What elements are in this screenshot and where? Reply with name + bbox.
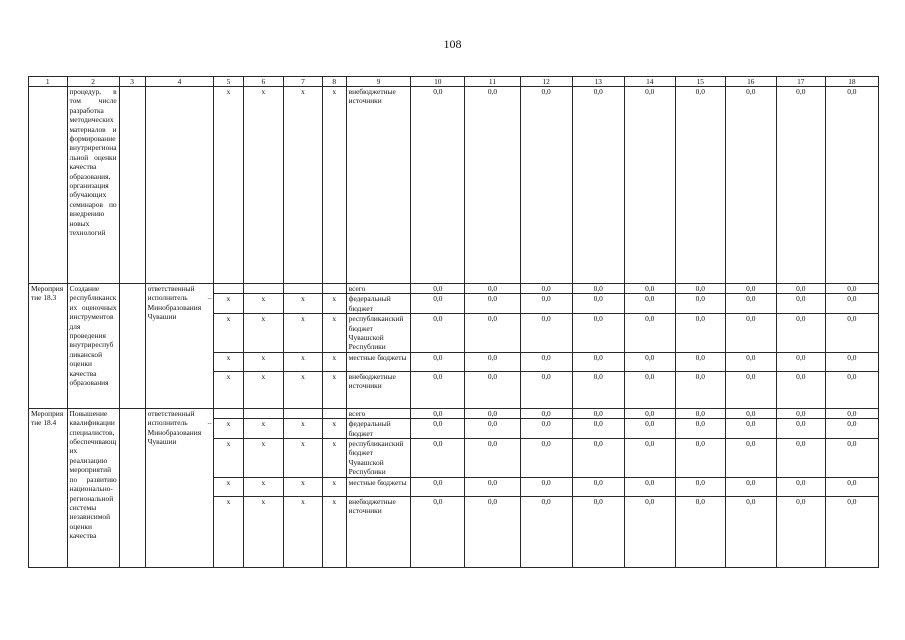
header-cell: 1	[29, 77, 68, 87]
value-cell: 0,0	[572, 496, 624, 567]
funding-source: федеральный бюджет	[346, 294, 411, 314]
value-cell: 0,0	[624, 439, 675, 478]
value-cell: 0,0	[572, 294, 624, 314]
empty-cell	[119, 408, 145, 567]
value-cell: 0,0	[725, 477, 776, 496]
x-mark-cell: х	[214, 314, 243, 353]
x-mark-cell: х	[284, 477, 323, 496]
x-mark-cell: х	[214, 352, 243, 371]
funding-source: всего	[346, 284, 411, 294]
header-cell: 11	[465, 77, 520, 87]
value-cell: 0,0	[572, 284, 624, 294]
measure-text: Повышение квалификации специалистов, обеспечивающих реализацию мероприятий по развитию национально-региональной системы независимой оценки качества	[67, 408, 119, 567]
value-cell: 0,0	[411, 371, 465, 408]
funding-source: внебюджетные источники	[346, 371, 411, 408]
x-mark-cell: х	[243, 314, 284, 353]
header-cell: 9	[346, 77, 411, 87]
value-cell: 0,0	[465, 352, 520, 371]
measure-label-cell	[29, 87, 68, 284]
responsible-executor: ответственный исполнитель – Минобразования Чувашии	[145, 408, 214, 567]
value-cell: 0,0	[520, 419, 572, 439]
value-cell: 0,0	[520, 87, 572, 284]
value-cell: 0,0	[465, 284, 520, 294]
value-cell: 0,0	[725, 439, 776, 478]
table-row	[29, 408, 879, 418]
value-cell: 0,0	[675, 496, 725, 567]
value-cell: 0,0	[825, 496, 878, 567]
x-mark-cell: х	[284, 439, 323, 478]
funding-source: всего	[346, 408, 411, 418]
value-cell: 0,0	[725, 352, 776, 371]
value-cell: 0,0	[465, 408, 520, 418]
value-cell: 0,0	[675, 439, 725, 478]
value-cell: 0,0	[411, 294, 465, 314]
x-mark-cell: х	[243, 294, 284, 314]
responsible-executor: ответственный исполнитель – Минобразования Чувашии	[145, 284, 214, 409]
value-cell: 0,0	[465, 496, 520, 567]
value-cell: 0,0	[776, 439, 825, 478]
value-cell: 0,0	[465, 87, 520, 284]
x-mark-cell: х	[284, 294, 323, 314]
value-cell: 0,0	[776, 496, 825, 567]
x-mark-cell: х	[322, 419, 346, 439]
value-cell: 0,0	[776, 419, 825, 439]
header-cell: 18	[825, 77, 878, 87]
measure-label: Мероприятие 18.3	[29, 284, 68, 409]
value-cell: 0,0	[725, 496, 776, 567]
value-cell: 0,0	[725, 284, 776, 294]
value-cell: 0,0	[520, 314, 572, 353]
value-cell: 0,0	[465, 419, 520, 439]
value-cell: 0,0	[776, 371, 825, 408]
value-cell: 0,0	[825, 371, 878, 408]
value-cell: 0,0	[520, 439, 572, 478]
value-cell: 0,0	[675, 87, 725, 284]
value-cell: 0,0	[825, 408, 878, 418]
x-mark-cell: х	[214, 439, 243, 478]
table-row	[29, 87, 879, 284]
x-mark-cell	[322, 408, 346, 418]
value-cell: 0,0	[520, 477, 572, 496]
x-mark-cell: х	[322, 496, 346, 567]
x-mark-cell: х	[214, 294, 243, 314]
measure-label: Мероприятие 18.4	[29, 408, 68, 567]
value-cell: 0,0	[465, 477, 520, 496]
measure-text: Создание республиканских оценочных инструментов для проведения внутриреспубликанской оценки качества образования	[67, 284, 119, 409]
x-mark-cell	[214, 284, 243, 294]
x-mark-cell: х	[214, 371, 243, 408]
x-mark-cell	[243, 408, 284, 418]
value-cell: 0,0	[572, 371, 624, 408]
value-cell: 0,0	[725, 419, 776, 439]
x-mark-cell: х	[214, 419, 243, 439]
empty-cell	[119, 87, 145, 284]
header-cell: 16	[725, 77, 776, 87]
value-cell: 0,0	[675, 284, 725, 294]
value-cell: 0,0	[725, 408, 776, 418]
value-cell: 0,0	[411, 352, 465, 371]
funding-source: республиканский бюджет Чувашской Республики	[346, 439, 411, 478]
value-cell: 0,0	[411, 284, 465, 294]
page-number: 108	[443, 37, 462, 51]
value-cell: 0,0	[520, 352, 572, 371]
value-cell: 0,0	[572, 419, 624, 439]
value-cell: 0,0	[776, 294, 825, 314]
value-cell: 0,0	[411, 408, 465, 418]
value-cell: 0,0	[825, 477, 878, 496]
value-cell: 0,0	[624, 371, 675, 408]
value-cell: 0,0	[465, 294, 520, 314]
header-cell: 2	[67, 77, 119, 87]
empty-cell	[119, 284, 145, 409]
value-cell: 0,0	[520, 371, 572, 408]
value-cell: 0,0	[624, 408, 675, 418]
value-cell: 0,0	[776, 477, 825, 496]
value-cell: 0,0	[825, 314, 878, 353]
value-cell: 0,0	[725, 294, 776, 314]
value-cell: 0,0	[520, 284, 572, 294]
x-mark-cell: х	[322, 439, 346, 478]
value-cell: 0,0	[572, 352, 624, 371]
value-cell: 0,0	[465, 371, 520, 408]
funding-source: внебюджетные источники	[346, 496, 411, 567]
x-mark-cell: х	[214, 87, 243, 284]
x-mark-cell	[284, 408, 323, 418]
value-cell: 0,0	[624, 477, 675, 496]
header-cell: 17	[776, 77, 825, 87]
x-mark-cell: х	[322, 294, 346, 314]
header-cell: 12	[520, 77, 572, 87]
value-cell: 0,0	[624, 284, 675, 294]
header-row	[29, 77, 879, 87]
value-cell: 0,0	[776, 408, 825, 418]
x-mark-cell: х	[214, 496, 243, 567]
empty-cell	[145, 87, 214, 284]
header-cell: 7	[284, 77, 323, 87]
table-row	[29, 284, 879, 294]
header-cell: 3	[119, 77, 145, 87]
value-cell: 0,0	[825, 87, 878, 284]
header-cell: 5	[214, 77, 243, 87]
x-mark-cell: х	[284, 419, 323, 439]
value-cell: 0,0	[624, 352, 675, 371]
x-mark-cell: х	[243, 352, 284, 371]
value-cell: 0,0	[675, 371, 725, 408]
header-cell: 6	[243, 77, 284, 87]
funding-source: местные бюджеты	[346, 352, 411, 371]
funding-source: федеральный бюджет	[346, 419, 411, 439]
value-cell: 0,0	[776, 87, 825, 284]
value-cell: 0,0	[776, 284, 825, 294]
value-cell: 0,0	[572, 477, 624, 496]
value-cell: 0,0	[825, 439, 878, 478]
x-mark-cell	[322, 284, 346, 294]
value-cell: 0,0	[825, 284, 878, 294]
x-mark-cell: х	[322, 314, 346, 353]
value-cell: 0,0	[675, 352, 725, 371]
value-cell: 0,0	[725, 87, 776, 284]
value-cell: 0,0	[776, 314, 825, 353]
value-cell: 0,0	[825, 294, 878, 314]
x-mark-cell: х	[322, 87, 346, 284]
value-cell: 0,0	[624, 294, 675, 314]
x-mark-cell: х	[322, 352, 346, 371]
value-cell: 0,0	[572, 408, 624, 418]
value-cell: 0,0	[776, 352, 825, 371]
value-cell: 0,0	[675, 314, 725, 353]
value-cell: 0,0	[624, 419, 675, 439]
x-mark-cell: х	[243, 496, 284, 567]
funding-source: местные бюджеты	[346, 477, 411, 496]
value-cell: 0,0	[624, 314, 675, 353]
value-cell: 0,0	[411, 477, 465, 496]
value-cell: 0,0	[520, 496, 572, 567]
x-mark-cell: х	[284, 496, 323, 567]
value-cell: 0,0	[411, 496, 465, 567]
x-mark-cell: х	[243, 371, 284, 408]
value-cell: 0,0	[411, 419, 465, 439]
value-cell: 0,0	[725, 371, 776, 408]
value-cell: 0,0	[675, 477, 725, 496]
value-cell: 0,0	[572, 87, 624, 284]
value-cell: 0,0	[675, 408, 725, 418]
value-cell: 0,0	[624, 496, 675, 567]
x-mark-cell	[214, 408, 243, 418]
value-cell: 0,0	[825, 352, 878, 371]
value-cell: 0,0	[825, 419, 878, 439]
x-mark-cell: х	[284, 87, 323, 284]
value-cell: 0,0	[572, 439, 624, 478]
funding-source: внебюджетные источники	[346, 87, 411, 284]
x-mark-cell: х	[284, 371, 323, 408]
header-cell: 13	[572, 77, 624, 87]
activity-text: процедур, в том числе разработка методических материалов и формирование внутрирегиональной оценки качества образования, организация обучающих семинаров по внедрению новых технологий	[67, 87, 119, 284]
value-cell: 0,0	[725, 314, 776, 353]
value-cell: 0,0	[411, 439, 465, 478]
value-cell: 0,0	[411, 314, 465, 353]
value-cell: 0,0	[675, 419, 725, 439]
value-cell: 0,0	[520, 294, 572, 314]
header-cell: 10	[411, 77, 465, 87]
x-mark-cell	[284, 284, 323, 294]
x-mark-cell: х	[243, 87, 284, 284]
value-cell: 0,0	[520, 408, 572, 418]
header-cell: 8	[322, 77, 346, 87]
header-cell: 4	[145, 77, 214, 87]
value-cell: 0,0	[465, 314, 520, 353]
x-mark-cell: х	[322, 371, 346, 408]
funding-source: республиканский бюджет Чувашской Республики	[346, 314, 411, 353]
x-mark-cell: х	[243, 419, 284, 439]
header-cell: 14	[624, 77, 675, 87]
x-mark-cell: х	[284, 352, 323, 371]
value-cell: 0,0	[572, 314, 624, 353]
value-cell: 0,0	[675, 294, 725, 314]
x-mark-cell: х	[243, 477, 284, 496]
header-cell: 15	[675, 77, 725, 87]
x-mark-cell: х	[243, 439, 284, 478]
value-cell: 0,0	[411, 87, 465, 284]
value-cell: 0,0	[624, 87, 675, 284]
x-mark-cell: х	[284, 314, 323, 353]
value-cell: 0,0	[465, 439, 520, 478]
x-mark-cell: х	[322, 477, 346, 496]
x-mark-cell: х	[214, 477, 243, 496]
x-mark-cell	[243, 284, 284, 294]
program-table	[28, 76, 879, 568]
